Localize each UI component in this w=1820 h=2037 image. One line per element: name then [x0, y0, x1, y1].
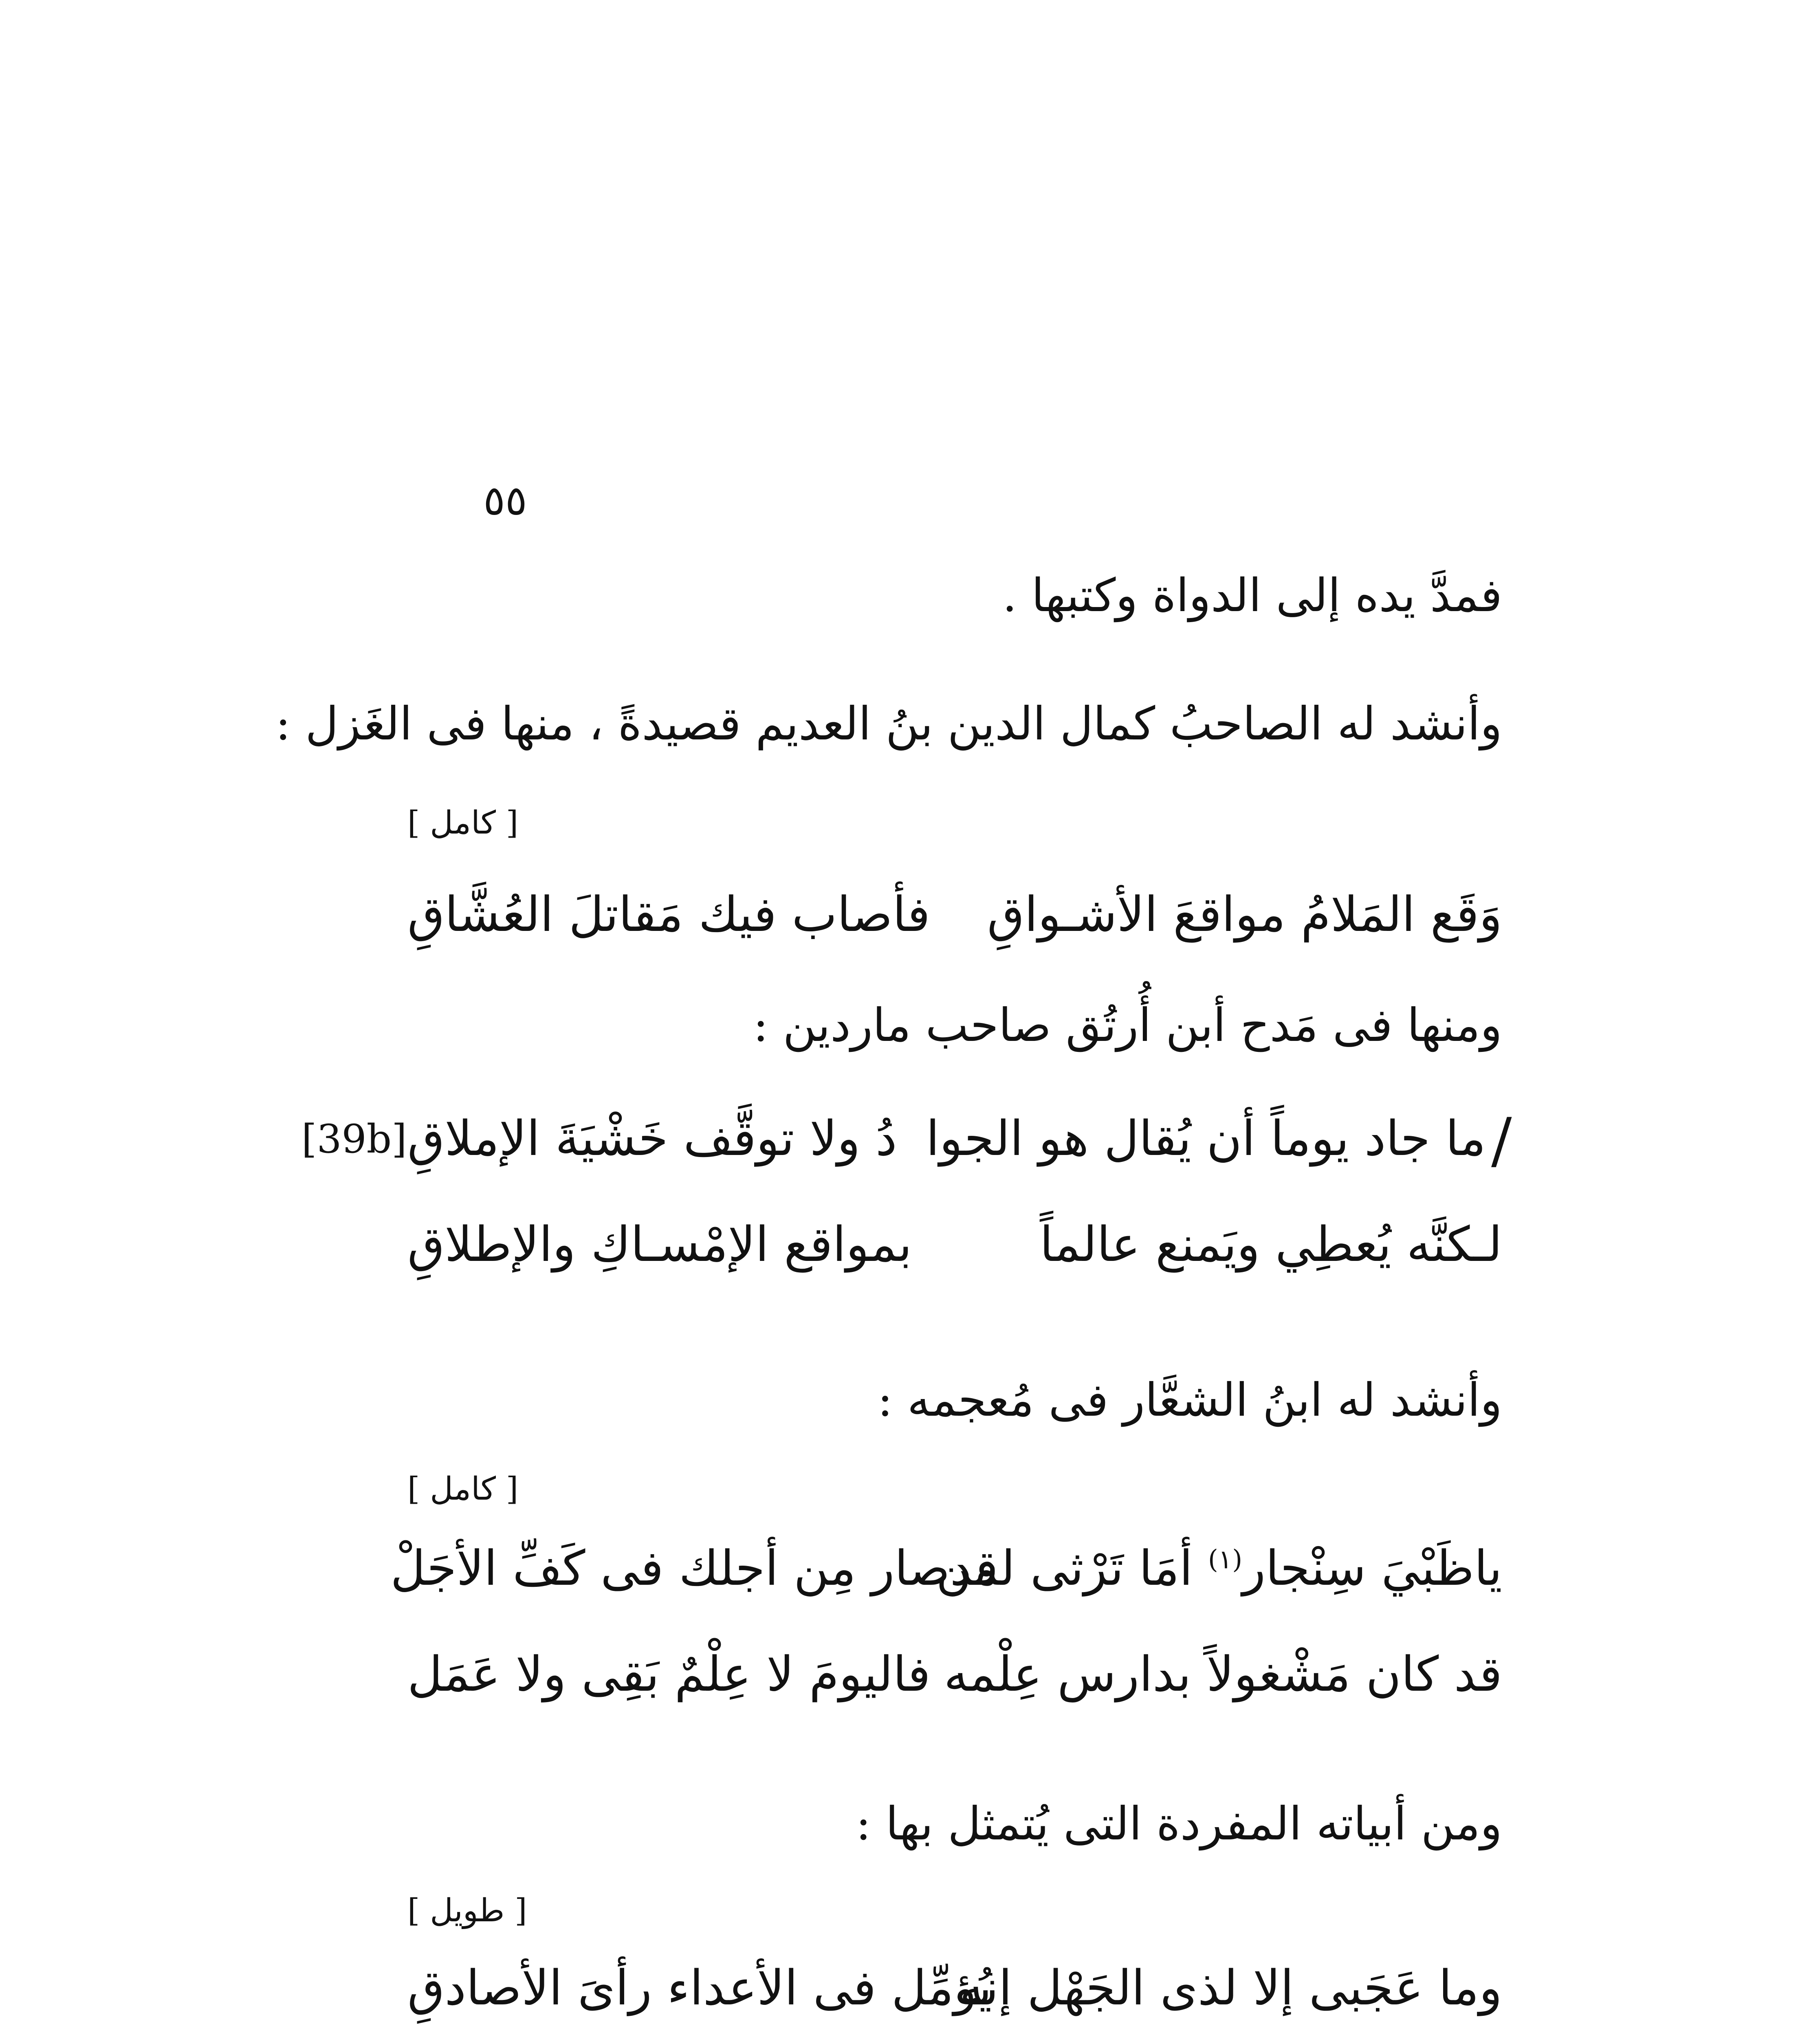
prose-line-2: وأنشد له الصاحبُ كمال الدين بنُ العديم قصيدةً ، منها فى الغَزل :: [275, 697, 1502, 750]
verse-3-first-hemistich: لـكنَّه يُعطِي ويَمنع عالماً: [1040, 1216, 1502, 1272]
verse-6-first-hemistich: وما عَجَبى إلا لذى الجَهْل إنه: [959, 1960, 1502, 2016]
folio-marker: [39b]: [301, 1116, 407, 1162]
verse-4-first-end: أمَا تَرْثى لمن: [936, 1540, 1193, 1596]
verse-2-second-hemistich: دُ ولا توقَّف خَشْيَةَ الإملاقِ: [407, 1110, 897, 1166]
verse-1-second-hemistich: فأصاب فيك مَقاتلَ العُشَّاقِ: [407, 886, 931, 942]
verse-2-first-hemistich: ما جاد يوماً أن يُقال هو الجوا: [926, 1110, 1486, 1166]
prose-line-3: ومنها فى مَدح أبن أُرتُق صاحب ماردين :: [753, 999, 1502, 1052]
meter-label-3: [ طويل ]: [407, 1892, 527, 1929]
verse-5-second-hemistich: فاليومَ لا عِلْمٌ بَقِى ولا عَمَل: [407, 1646, 931, 1702]
verse-6-second-hemistich: يُؤمِّل فى الأعداء رأىَ الأصادقِ: [407, 1960, 992, 2016]
verse-3-second-hemistich: بمواقع الإمْسـاكِ والإطلاقِ: [407, 1216, 912, 1272]
folio-break-slash: /: [1491, 1105, 1512, 1176]
verse-4-second-hemistich: قدصار مِن أجلك فى كَفِّ الأجَلْ: [390, 1540, 998, 1596]
verse-5-first-hemistich: قد كان مَشْغولاً بدارس عِلْمه: [944, 1646, 1502, 1702]
verse-4-first-part: ياظَبْيَ سِنْجار: [1242, 1540, 1502, 1596]
prose-line-5: ومن أبياته المفردة التى يُتمثل بها :: [856, 1797, 1502, 1850]
prose-line-4: وأنشد له ابنُ الشعَّار فى مُعجمه :: [877, 1374, 1502, 1427]
prose-line-1: فمدَّ يده إلى الدواة وكتبها .: [1002, 569, 1502, 622]
meter-label-1: [ كامل ]: [407, 805, 519, 841]
footnote-reference: (١): [1208, 1544, 1243, 1575]
meter-label-2: [ كامل ]: [407, 1471, 519, 1507]
verse-4-first-hemistich: [911, 1540, 1502, 1596]
verse-1-first-hemistich: وَقَع المَلامُ مواقعَ الأشـواقِ: [987, 886, 1502, 942]
page-number: ٥٥: [483, 477, 527, 524]
